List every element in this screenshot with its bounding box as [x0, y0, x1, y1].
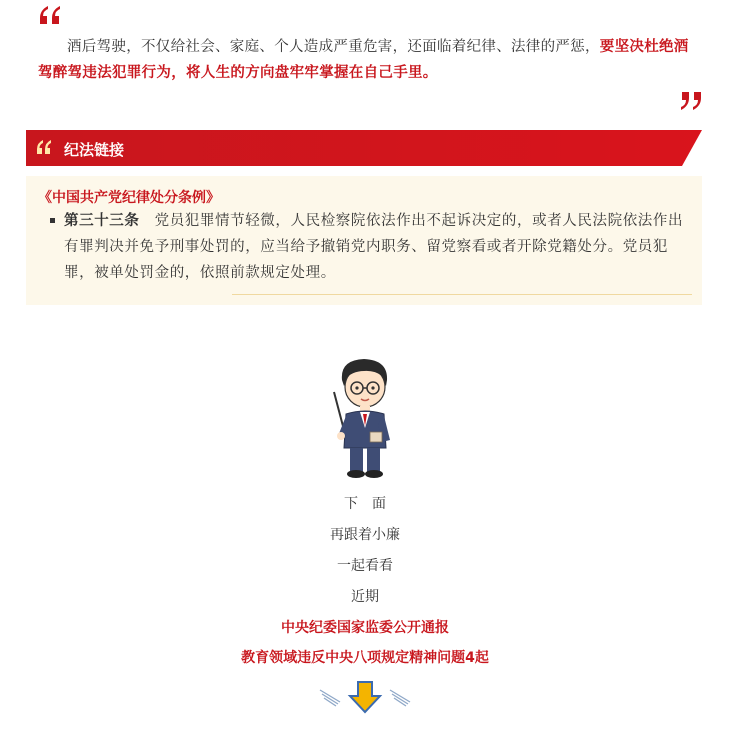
intro-line-2: 再跟着小廉	[330, 527, 400, 543]
headline-line-2: 教育领域违反中央八项规定精神问题4起	[241, 650, 489, 666]
law-source-title: 《中国共产党纪律处分条例》	[38, 190, 220, 206]
quote-close-icon	[679, 90, 703, 112]
bullet-icon	[50, 218, 55, 223]
section-title: 纪法链接	[64, 141, 125, 159]
quote-highlight-text: 要坚决杜绝酒驾醉驾违法犯罪行为，将人生的方向盘牢牢掌握在自己手里。	[38, 39, 689, 81]
intro-line-4: 近期	[351, 589, 379, 605]
down-arrow-icon	[318, 680, 412, 714]
headline-line-1: 中央纪委国家监委公开通报	[281, 620, 449, 636]
quote-paragraph	[38, 34, 690, 86]
quote-open-icon	[38, 4, 62, 26]
teacher-illustration	[330, 356, 400, 480]
law-article-body: 党员犯罪情节轻微，人民检察院依法作出不起诉决定的，或者人民法院依法作出有罪判决并免予刑事处罚的，应当给予撤销党内职务、留党察看或者开除党籍处分。党员犯罪，被单处罚金的，依照前款规定处理。	[64, 213, 684, 281]
quote-plain-text: 酒后驾驶，不仅给社会、家庭、个人造成严重危害，还面临着纪律、法律的严惩，	[67, 39, 600, 55]
section-banner	[26, 130, 702, 166]
law-article-text	[64, 208, 694, 286]
intro-line-1: 下 面	[344, 496, 386, 512]
law-article-number: 第三十三条	[64, 213, 140, 229]
divider-line	[232, 294, 692, 295]
intro-line-3: 一起看看	[337, 558, 393, 574]
